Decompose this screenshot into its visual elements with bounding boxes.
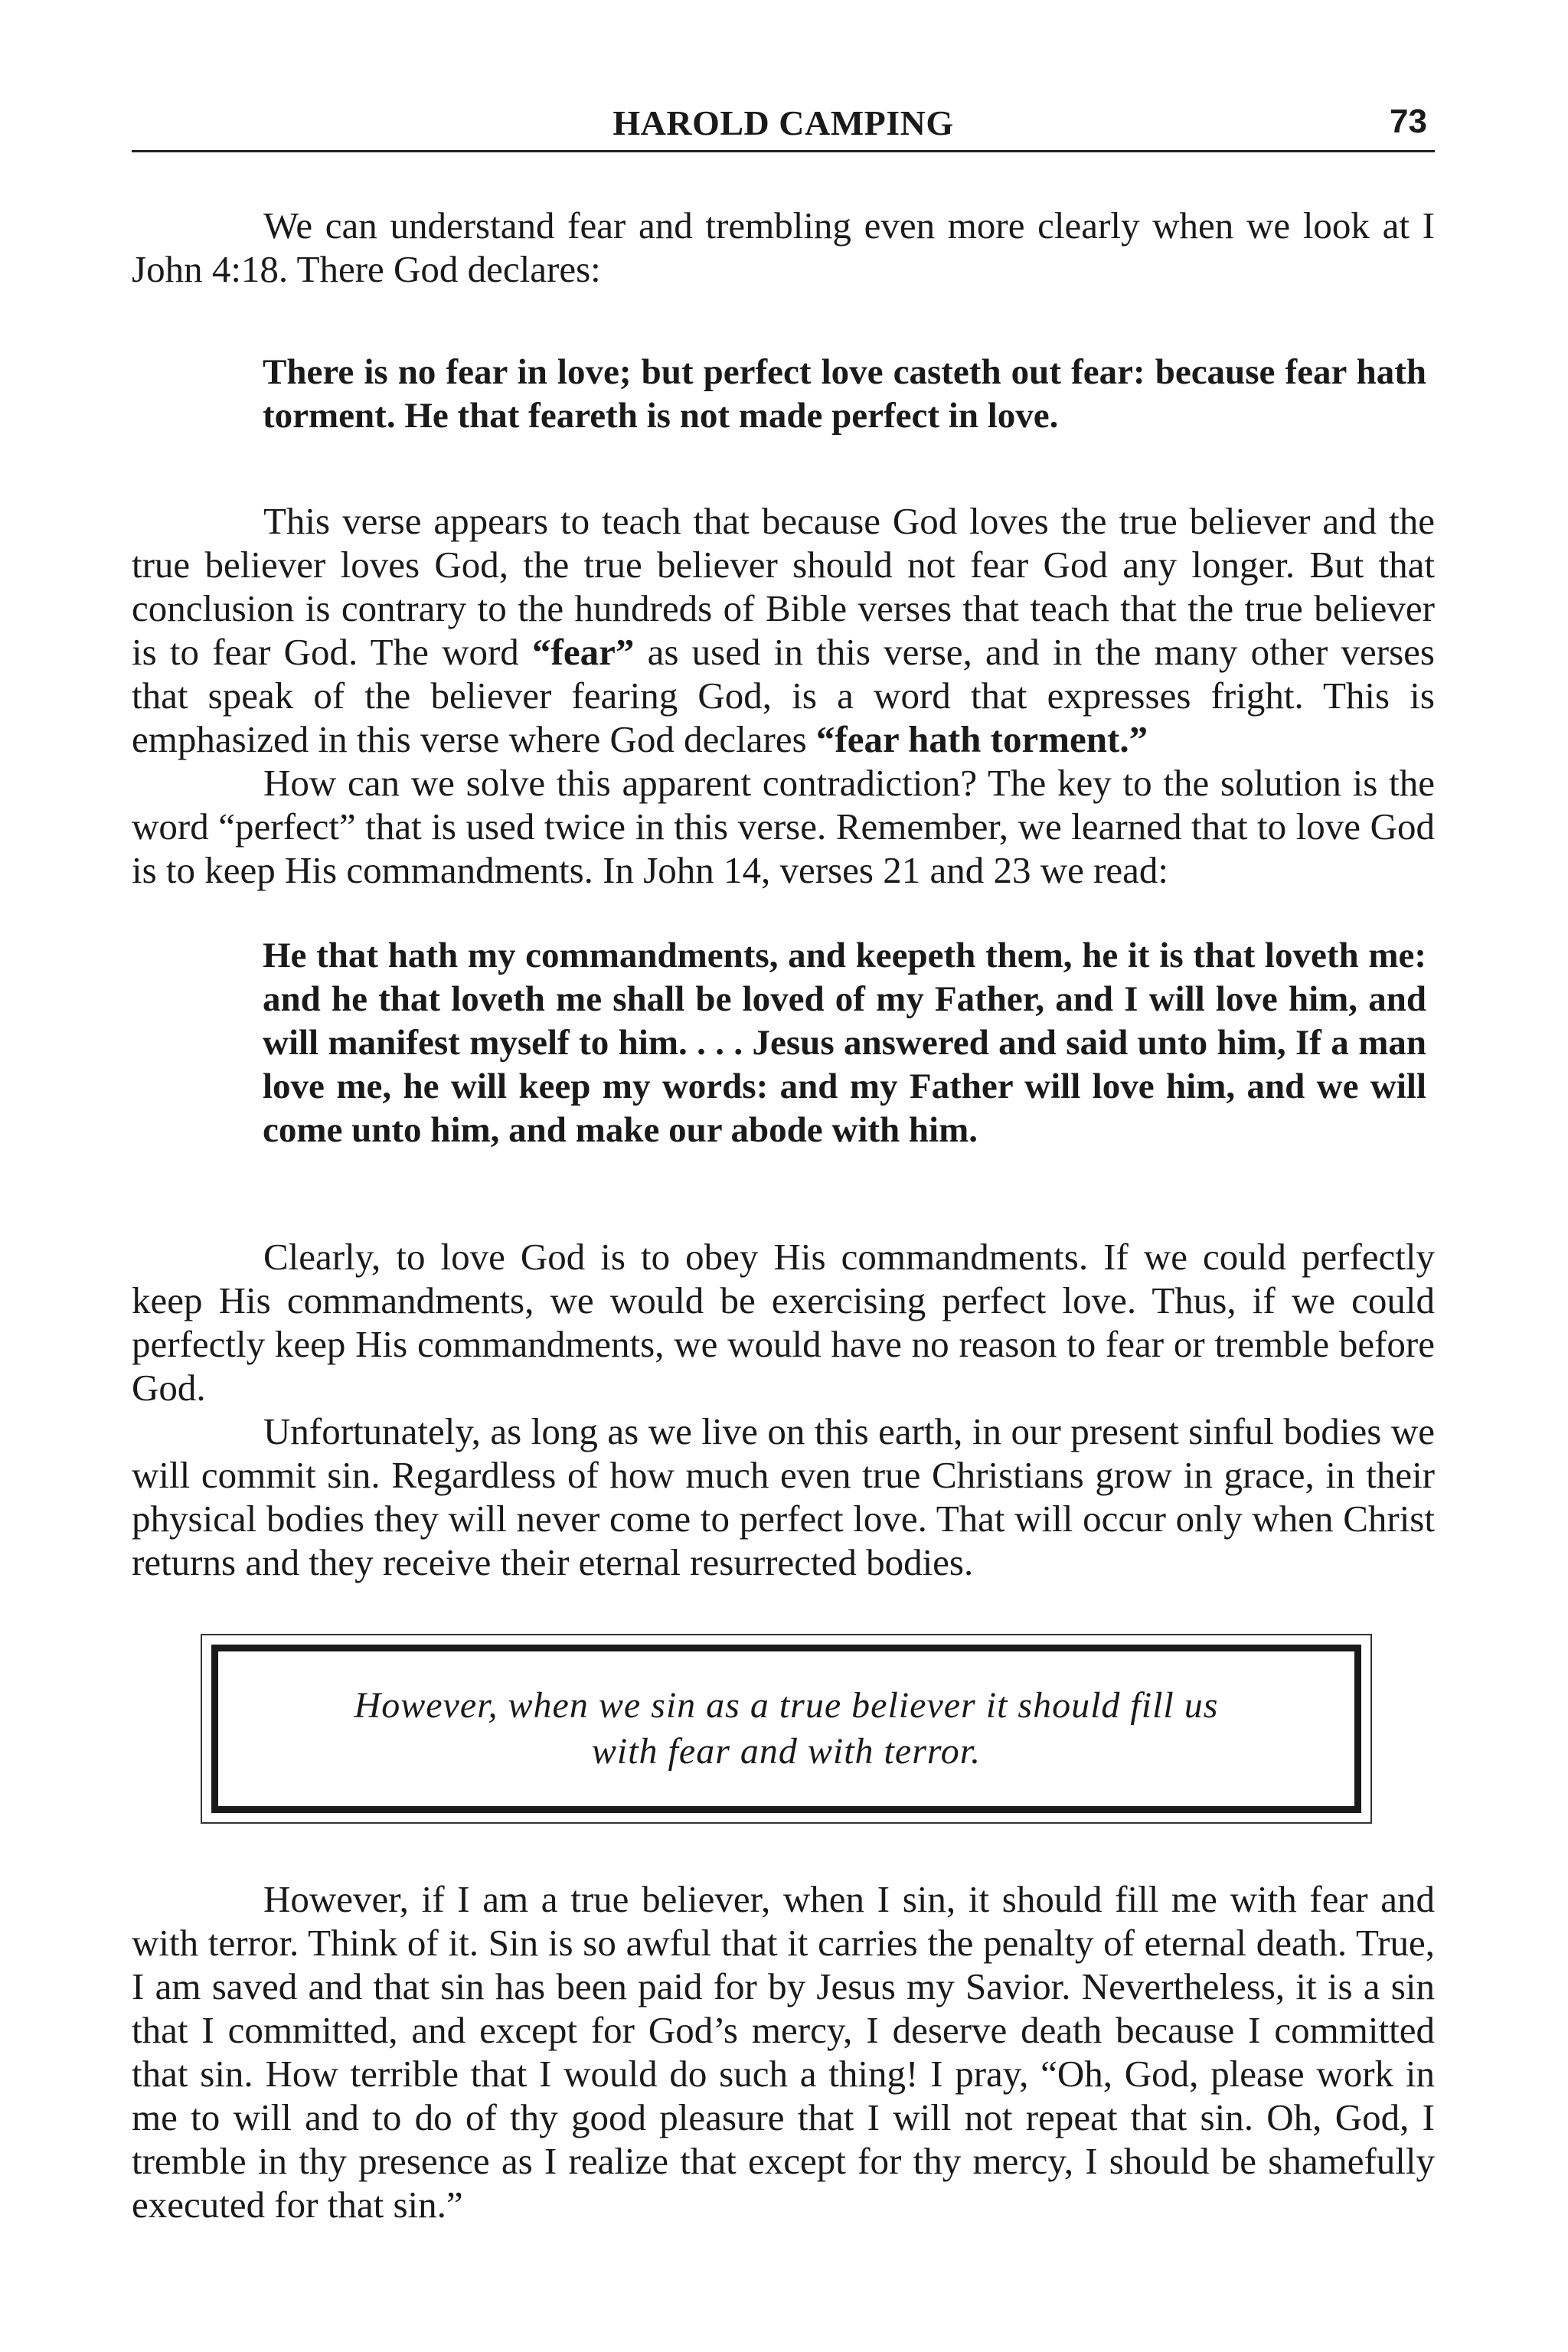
pull-quote-text: However, when we sin as a true believer it should fill us with fear and with terror. [354, 1685, 1219, 1772]
paragraph-verse-meaning-part-a: This verse appears to teach that because God loves the true believer and the true believer loves God, the true believer should not fear God any longer. But that conclusion is contrary to the hundreds of Bible verses that teach that the true believer is to fear God. The word [132, 500, 1435, 673]
body-section-2 [132, 499, 1435, 892]
emphasis-fear: “fear” [532, 631, 635, 673]
paragraph-fear-and-terror: However, if I am a true believer, when I sin, it should fill me with fear and with terror. Think of it. Sin is so awful that it carries the penalty of eternal death. True, I am saved and that sin has been paid for by Jesus my Savior. Nevertheless, it is a sin that I committed, and except for God’s mercy, I deserve death because I committed that sin. How terrible that I would do such a thing! I pray, “Oh, God, please work in me to will and to do of thy good pleasure that I will not repeat that sin. Oh, God, I tremble in thy presence as I realize that except for thy mercy, I should be shamefully executed for that sin.” [132, 1878, 1435, 2226]
page-number: 73 [1390, 103, 1427, 140]
paragraph-obey-commandments: Clearly, to love God is to obey His commandments. If we could perfectly keep His commandments, we would be exercising perfect love. Thus, if we could perfectly keep His commandments, we would have no reason to fear or tremble before God. [132, 1236, 1435, 1409]
paragraph-intro: We can understand fear and trembling even more clearly when we look at I John 4:18. There God declares: [132, 204, 1435, 290]
body-section-4 [132, 1877, 1435, 2226]
body-section-1 [132, 204, 1435, 291]
pull-quote-box [201, 1634, 1372, 1824]
emphasis-fear-hath-torment: “fear hath torment.” [815, 718, 1148, 760]
scripture-quote-john14: He that hath my commandments, and keepeth them, he it is that loveth me: and he that loveth me shall be loved of my Father, and I will love him, and will manifest myself to him. . . . Jesus answered and said unto him, If a man love me, he will keep my words: and my Father will love him, and we will come unto him, and make our abode with him. [263, 936, 1426, 1150]
paragraph-contradiction: How can we solve this apparent contradiction? The key to the solution is the word “perfect” that is used twice in this verse. Remember, we learned that to love God is to keep His commandments. In John 14, verses 21 and 23 we read: [132, 762, 1435, 891]
paragraph-sinful-bodies: Unfortunately, as long as we live on this earth, in our present sinful bodies we will commit sin. Regardless of how much even true Christians grow in grace, in their physical bodies they will never come to perfect love. That will occur only when Christ returns and they receive their eternal resurrected bodies. [132, 1410, 1435, 1583]
paragraph-verse-meaning-part-c: as used in this verse, and in the many other verses that speak of the believer fearing God, is a word that expresses fright. This is emphasized in this verse where God declares [132, 631, 1435, 760]
body-section-3 [132, 1235, 1435, 1584]
pull-quote-frame [211, 1645, 1361, 1813]
paragraph-verse-meaning [132, 499, 1435, 761]
page-header [132, 98, 1435, 152]
running-head: HAROLD CAMPING [612, 103, 954, 142]
scripture-quote-1john: There is no fear in love; but perfect love casteth out fear: because fear hath torment. He that feareth is not made perfect in love. [263, 352, 1426, 436]
